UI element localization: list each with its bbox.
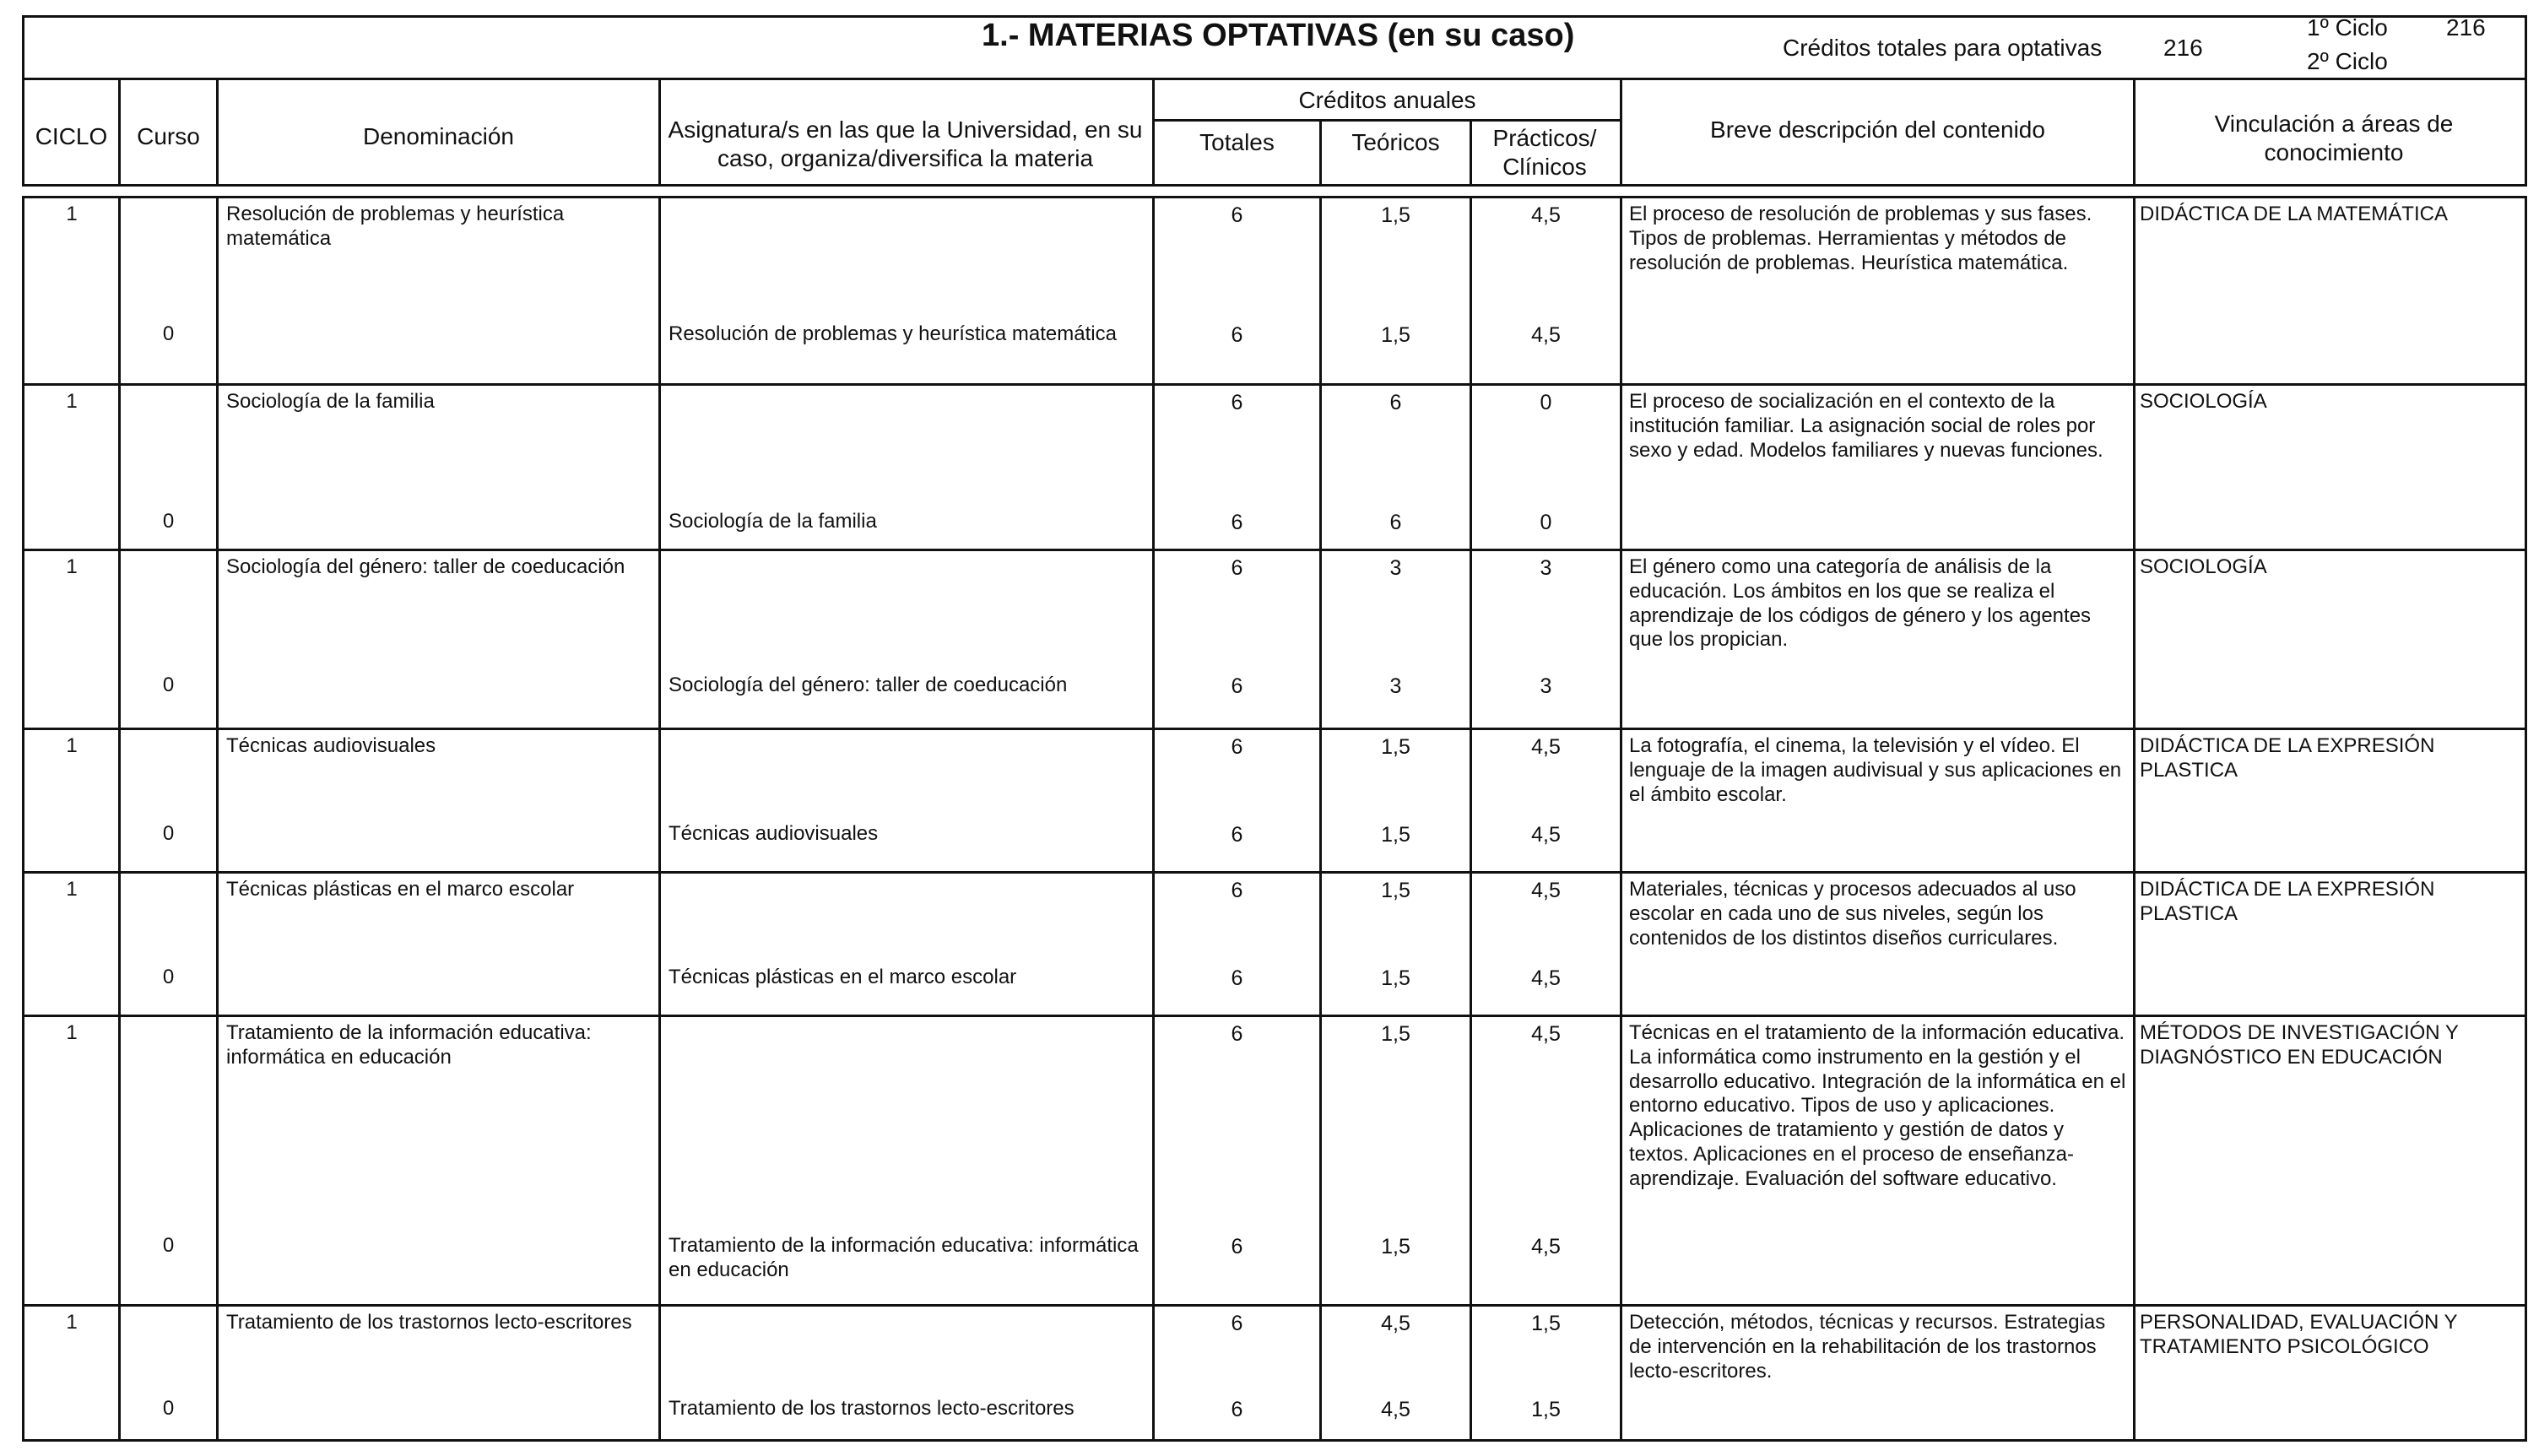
asignatura-cell: Sociología del género: taller de coeducación: [669, 674, 1068, 696]
col-header-denominacion: Denominación: [363, 123, 514, 149]
practicos-cell: 4,5: [1531, 203, 1561, 227]
curso-cell: 0: [162, 1397, 175, 1420]
teoricos-cell: 4,5: [1381, 1312, 1410, 1335]
creditos-anuales-divider: [1152, 119, 1620, 122]
area-cell: PERSONALIDAD, EVALUACIÓN Y TRATAMIENTO PSICOLÓGICO: [2140, 1311, 2458, 1358]
col-sep-teoricos: [1470, 119, 1472, 187]
col-header-asignatura: Asignatura/s en las que la Universidad, en su caso, organiza/diversifica la materia: [668, 116, 1143, 171]
row-border: [22, 383, 2527, 386]
descripcion-cell: El proceso de resolución de problemas y sus fases. Tipos de problemas. Herramientas y métodos de resolución de problemas. Heurística matemática.: [1629, 203, 2092, 274]
totales-cell: 6: [1231, 1022, 1243, 1046]
curso-cell: 0: [162, 674, 175, 696]
practicos-cell: 4,5: [1531, 1022, 1561, 1046]
row-border: [22, 549, 2527, 551]
totales-cell: 6: [1231, 391, 1243, 414]
ciclo-cell: 1: [66, 555, 78, 578]
totales-cell: 6: [1231, 556, 1243, 580]
title-bottom-border: [22, 78, 2527, 80]
ciclo-cell: 1: [66, 1311, 78, 1334]
sub-teoricos-cell: 1,5: [1381, 823, 1410, 847]
sub-teoricos-cell: 3: [1389, 674, 1402, 698]
sub-teoricos-cell: 4,5: [1381, 1398, 1410, 1421]
practicos-cell: 4,5: [1531, 735, 1561, 759]
col-header-practicos: Prácticos/ Clínicos: [1492, 125, 1597, 180]
sub-practicos-cell: 4,5: [1531, 1235, 1561, 1258]
sub-practicos-cell: 4,5: [1531, 323, 1561, 347]
sub-practicos-cell: 3: [1540, 674, 1552, 698]
descripcion-cell: El proceso de socialización en el contexto de la institución familiar. La asignación social de roles por sexo y edad. Modelos familiares y nuevas funciones.: [1629, 390, 2103, 462]
sub-practicos-cell: 0: [1540, 511, 1552, 534]
sub-totales-cell: 6: [1231, 966, 1243, 990]
col-sep-denominacion: [658, 78, 661, 187]
area-cell: DIDÁCTICA DE LA EXPRESIÓN PLASTICA: [2140, 734, 2435, 782]
descripcion-cell: El género como una categoría de análisis de la educación. Los ámbitos en los que se realiza el aprendizaje de los códigos de género y los agentes que los propician.: [1629, 555, 2092, 652]
ciclo-cell: 1: [66, 1021, 78, 1044]
header-bottom-border: [22, 184, 2527, 187]
denominacion-cell: Tratamiento de los trastornos lecto-escritores: [226, 1311, 632, 1334]
totales-cell: 6: [1231, 735, 1243, 759]
column-line: [658, 196, 661, 1442]
col-sep-descripcion: [2133, 78, 2136, 187]
col-header-ciclo: CICLO: [35, 123, 108, 149]
row-border: [22, 196, 2527, 198]
curso-cell: 0: [162, 822, 175, 845]
col-header-curso: Curso: [137, 123, 200, 149]
sub-teoricos-cell: 1,5: [1381, 966, 1410, 990]
asignatura-cell: Tratamiento de los trastornos lecto-escritores: [669, 1397, 1075, 1420]
curso-cell: 0: [162, 966, 175, 988]
column-line: [1620, 196, 1622, 1442]
curso-cell: 0: [162, 322, 175, 345]
denominacion-cell: Sociología del género: taller de coeducación: [226, 555, 625, 578]
curso-cell: 0: [162, 1234, 175, 1257]
sub-totales-cell: 6: [1231, 323, 1243, 347]
sub-totales-cell: 6: [1231, 823, 1243, 847]
area-cell: DIDÁCTICA DE LA EXPRESIÓN PLASTICA: [2140, 878, 2435, 925]
practicos-cell: 0: [1540, 391, 1552, 414]
col-header-teoricos: Teóricos: [1351, 129, 1440, 155]
descripcion-cell: La fotografía, el cinema, la televisión y el vídeo. El lenguaje de la imagen audivisual y sus aplicaciones en el ámbito escolar.: [1629, 734, 2122, 806]
sub-practicos-cell: 1,5: [1531, 1398, 1561, 1421]
denominacion-cell: Sociología de la familia: [226, 390, 435, 413]
sub-totales-cell: 6: [1231, 1398, 1243, 1421]
ciclo2-label: 2º Ciclo: [2307, 48, 2388, 74]
row-border: [22, 1439, 2527, 1442]
asignatura-cell: Técnicas audiovisuales: [669, 822, 879, 845]
asignatura-cell: Sociología de la familia: [669, 510, 877, 533]
area-cell: SOCIOLOGÍA: [2140, 390, 2267, 413]
asignatura-cell: Técnicas plásticas en el marco escolar: [669, 966, 1017, 988]
row-border: [22, 728, 2527, 730]
creditos-totales-value: 216: [2163, 35, 2203, 61]
area-cell: DIDÁCTICA DE LA MATEMÁTICA: [2140, 203, 2448, 225]
teoricos-cell: 6: [1389, 391, 1402, 414]
curso-cell: 0: [162, 510, 175, 533]
page-title: 1.- MATERIAS OPTATIVAS (en su caso): [982, 18, 1575, 53]
table-left-border: [22, 15, 24, 187]
denominacion-cell: Resolución de problemas y heurística matemática: [226, 203, 565, 250]
teoricos-cell: 1,5: [1381, 879, 1410, 902]
col-header-creditos-anuales: Créditos anuales: [1298, 87, 1476, 113]
teoricos-cell: 1,5: [1381, 735, 1410, 759]
column-line: [22, 196, 24, 1442]
sub-teoricos-cell: 1,5: [1381, 1235, 1410, 1258]
ciclo-cell: 1: [66, 734, 78, 757]
practicos-cell: 3: [1540, 556, 1552, 580]
sub-totales-cell: 6: [1231, 674, 1243, 698]
col-header-vinculacion: Vinculación a áreas de conocimiento: [2214, 111, 2454, 165]
totales-cell: 6: [1231, 203, 1243, 227]
area-cell: MÉTODOS DE INVESTIGACIÓN Y DIAGNÓSTICO EN EDUCACIÓN: [2140, 1021, 2459, 1069]
descripcion-cell: Detección, métodos, técnicas y recursos. Estrategias de intervención en la rehabilitación de los trastornos lecto-escritores.: [1629, 1311, 2106, 1383]
ciclo1-label: 1º Ciclo: [2307, 14, 2388, 41]
totales-cell: 6: [1231, 1312, 1243, 1335]
descripcion-cell: Materiales, técnicas y procesos adecuados al uso escolar en cada uno de sus niveles, según los contenidos de los distintos diseños curriculares.: [1629, 878, 2076, 950]
descripcion-cell: Técnicas en el tratamiento de la información educativa. La informática como instrumento en la gestión y el desarrollo educativo. Integración de la informática en el entorno educativo. Tipos de uso y aplicaciones. Aplicaciones de tratamiento y gestión de datos y textos. Aplicaciones en el proceso de enseñanza-aprendizaje. Evaluación del software educativo.: [1629, 1021, 2126, 1190]
asignatura-cell: Tratamiento de la información educativa: informática en educación: [669, 1234, 1139, 1281]
denominacion-cell: Técnicas plásticas en el marco escolar: [226, 878, 575, 901]
area-cell: SOCIOLOGÍA: [2140, 555, 2267, 578]
practicos-cell: 4,5: [1531, 879, 1561, 902]
totales-cell: 6: [1231, 879, 1243, 902]
table-right-border: [2525, 15, 2527, 187]
column-line: [2133, 196, 2136, 1442]
row-border: [22, 1015, 2527, 1017]
practicos-cell: 1,5: [1531, 1312, 1561, 1335]
denominacion-cell: Técnicas audiovisuales: [226, 734, 436, 757]
sub-totales-cell: 6: [1231, 511, 1243, 534]
teoricos-cell: 1,5: [1381, 1022, 1410, 1046]
denominacion-cell: Tratamiento de la información educativa: informática en educación: [226, 1021, 592, 1069]
col-header-descripcion: Breve descripción del contenido: [1710, 116, 2045, 143]
column-line: [216, 196, 219, 1442]
column-line: [2525, 196, 2527, 1442]
teoricos-cell: 3: [1389, 556, 1402, 580]
creditos-totales-label: Créditos totales para optativas: [1783, 35, 2103, 61]
sub-practicos-cell: 4,5: [1531, 966, 1561, 990]
teoricos-cell: 1,5: [1381, 203, 1410, 227]
asignatura-cell: Resolución de problemas y heurística matemática: [669, 322, 1117, 345]
ciclo-cell: 1: [66, 390, 78, 413]
ciclo-cell: 1: [66, 203, 78, 225]
col-header-totales: Totales: [1199, 129, 1275, 155]
ciclo1-value: 216: [2446, 14, 2486, 41]
row-border: [22, 871, 2527, 874]
sub-teoricos-cell: 1,5: [1381, 323, 1410, 347]
sub-totales-cell: 6: [1231, 1235, 1243, 1258]
ciclo-cell: 1: [66, 878, 78, 901]
sub-teoricos-cell: 6: [1389, 511, 1402, 534]
sub-practicos-cell: 4,5: [1531, 823, 1561, 847]
row-border: [22, 1304, 2527, 1307]
